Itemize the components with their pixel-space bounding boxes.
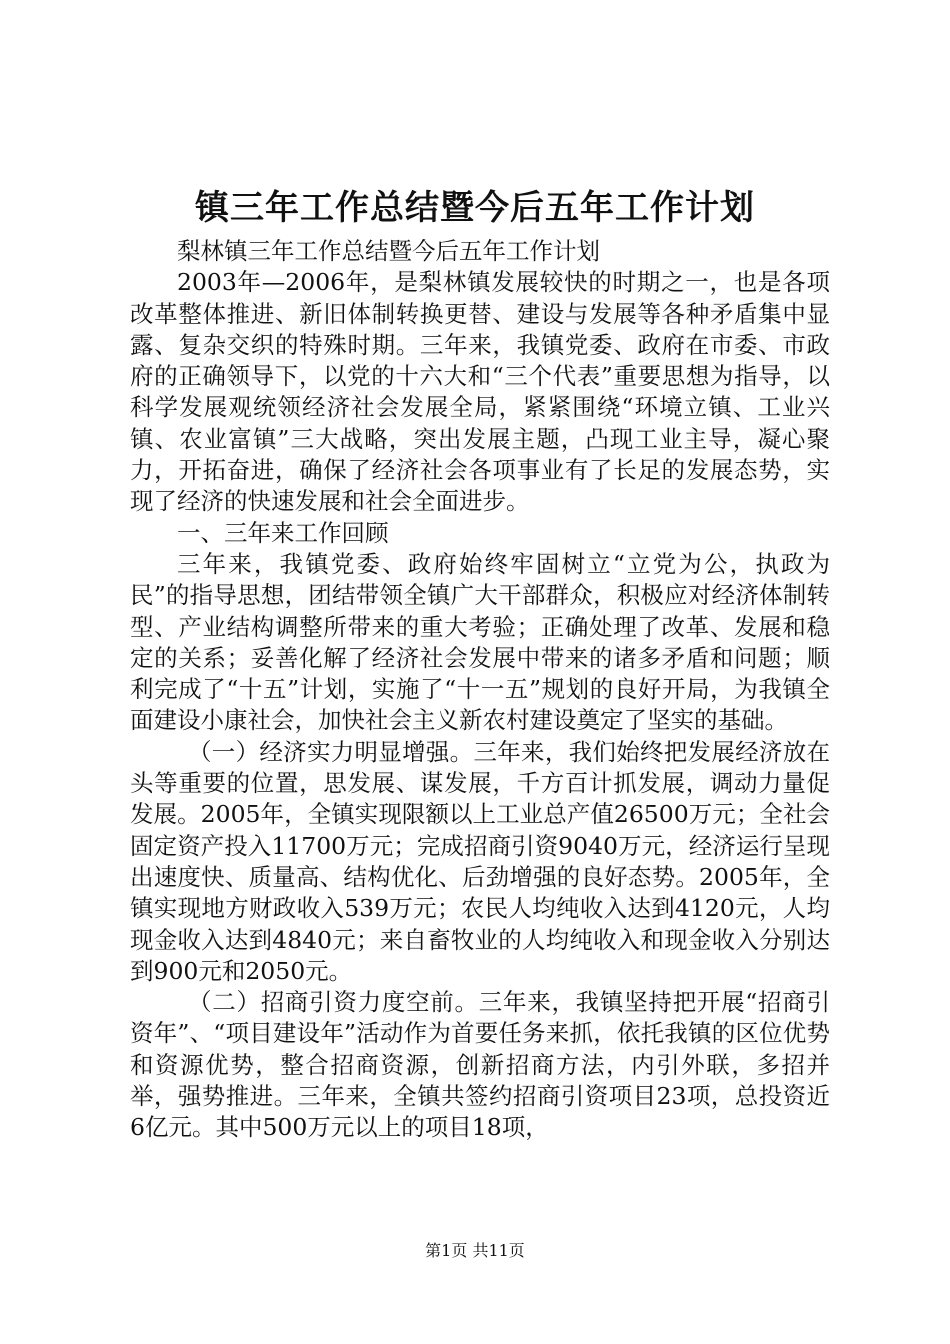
document-body: [130, 236, 830, 1144]
intro-paragraph: 2003年—2006年，是梨林镇发展较快的时期之一，也是各项改革整体推进、新旧体制转换更替、建设与发展等各种矛盾集中显露、复杂交织的特殊时期。三年来，我镇党委、政府在市委、市政府的正确领导下，以党的十六大和“三个代表”重要思想为指导，以科学发展观统领经济社会发展全局，紧紧围绕“环境立镇、工业兴镇、农业富镇”三大战略，突出发展主题，凸现工业主导，凝心聚力，开拓奋进，确保了经济社会各项事业有了长足的发展态势，实现了经济的快速发展和社会全面进步。: [130, 268, 830, 516]
subtitle-paragraph: 梨林镇三年工作总结暨今后五年工作计划: [177, 237, 600, 265]
section-heading: 一、三年来工作回顾: [177, 518, 389, 547]
investment-paragraph: （二）招商引资力度空前。三年来，我镇坚持把开展“招商引资年”、“项目建设年”活动作为首要任务来抓，依托我镇的区位优势和资源优势，整合招商资源，创新招商方法，内引外联，多招并举，强势推进。三年来，全镇共签约招商引资项目23项，总投资近6亿元。其中500万元以上的项目18项，: [130, 988, 830, 1142]
review-paragraph: 三年来，我镇党委、政府始终牢固树立“立党为公，执政为民”的指导思想，团结带领全镇广大干部群众，积极应对经济体制转型、产业结构调整所带来的重大考验；正确处理了改革、发展和稳定的关系；妥善化解了经济社会发展中带来的诸多矛盾和问题；顺利完成了“十五”计划，实施了“十一五”规划的良好开局，为我镇全面建设小康社会，加快社会主义新农村建设奠定了坚实的基础。: [130, 549, 830, 735]
page-number: 第1页 共11页: [425, 1241, 525, 1260]
economy-paragraph: （一）经济实力明显增强。三年来，我们始终把发展经济放在头等重要的位置，思发展、谋发展，千方百计抓发展，调动力量促发展。2005年，全镇实现限额以上工业总产值26500万元；全社会固定资产投入11700万元；完成招商引资9040万元，经济运行呈现出速度快、质量高、结构优化、后劲增强的良好态势。2005年，全镇实现地方财政收入539万元；农民人均纯收入达到4120元，人均现金收入达到4840元；来自畜牧业的人均纯收入和现金收入分别达到900元和2050元。: [130, 737, 830, 985]
document-title: 镇三年工作总结暨今后五年工作计划: [195, 188, 755, 228]
